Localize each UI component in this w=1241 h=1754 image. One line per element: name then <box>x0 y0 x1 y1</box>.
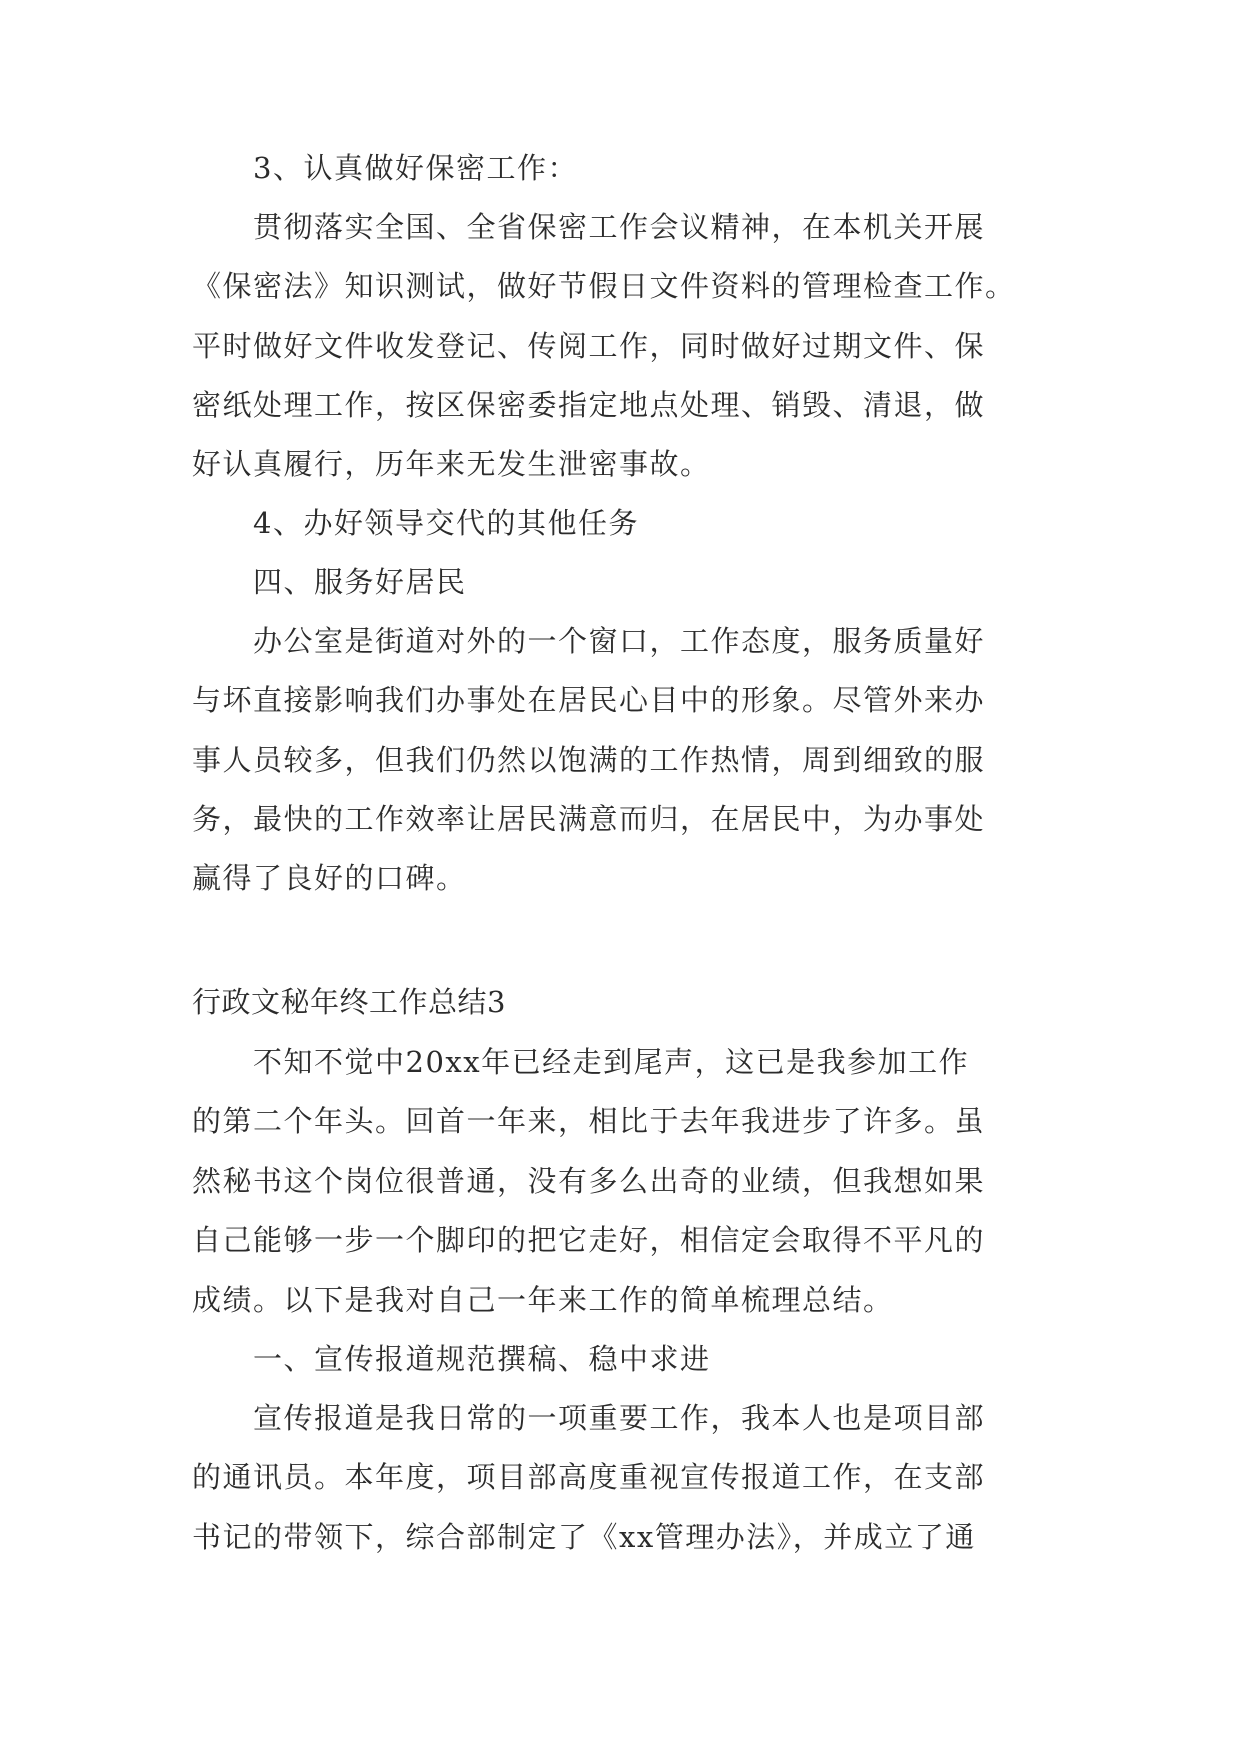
paragraph-line: 赢得了良好的口碑。 <box>192 861 467 895</box>
paragraph-line: 与坏直接影响我们办事处在居民心目中的形象。尽管外来办 <box>192 683 986 717</box>
document-title: 行政文秘年终工作总结3 <box>192 985 506 1019</box>
list-item-heading: 4、办好领导交代的其他任务 <box>253 506 639 540</box>
paragraph-line: 宣传报道是我日常的一项重要工作，我本人也是项目部 <box>253 1401 986 1435</box>
paragraph-line: 密纸处理工作，按区保密委指定地点处理、销毁、清退，做 <box>192 388 986 422</box>
paragraph-line: 务，最快的工作效率让居民满意而归，在居民中，为办事处 <box>192 802 986 836</box>
paragraph-line: 书记的带领下，综合部制定了《xx管理办法》，并成立了通 <box>192 1520 976 1554</box>
paragraph-line: 平时做好文件收发登记、传阅工作，同时做好过期文件、保 <box>192 329 986 363</box>
paragraph-line: 成绩。以下是我对自己一年来工作的简单梳理总结。 <box>192 1283 894 1317</box>
section-heading: 四、服务好居民 <box>253 565 467 599</box>
paragraph-line: 然秘书这个岗位很普通，没有多么出奇的业绩，但我想如果 <box>192 1164 986 1198</box>
paragraph-line: 自己能够一步一个脚印的把它走好，相信定会取得不平凡的 <box>192 1223 986 1257</box>
paragraph-line: 贯彻落实全国、全省保密工作会议精神，在本机关开展 <box>253 210 986 244</box>
section-heading: 一、宣传报道规范撰稿、稳中求进 <box>253 1342 711 1376</box>
paragraph-line: 的第二个年头。回首一年来，相比于去年我进步了许多。虽 <box>192 1104 986 1138</box>
paragraph-line: 事人员较多，但我们仍然以饱满的工作热情，周到细致的服 <box>192 743 986 777</box>
paragraph-line: 不知不觉中20xx年已经走到尾声，这已是我参加工作 <box>253 1045 970 1079</box>
paragraph-line: 办公室是街道对外的一个窗口，工作态度，服务质量好 <box>253 624 986 658</box>
paragraph-line: 《保密法》知识测试，做好节假日文件资料的管理检查工作。 <box>192 269 1016 303</box>
list-item-heading: 3、认真做好保密工作： <box>253 151 578 185</box>
paragraph-line: 的通讯员。本年度，项目部高度重视宣传报道工作，在支部 <box>192 1460 986 1494</box>
paragraph-line: 好认真履行，历年来无发生泄密事故。 <box>192 447 711 481</box>
